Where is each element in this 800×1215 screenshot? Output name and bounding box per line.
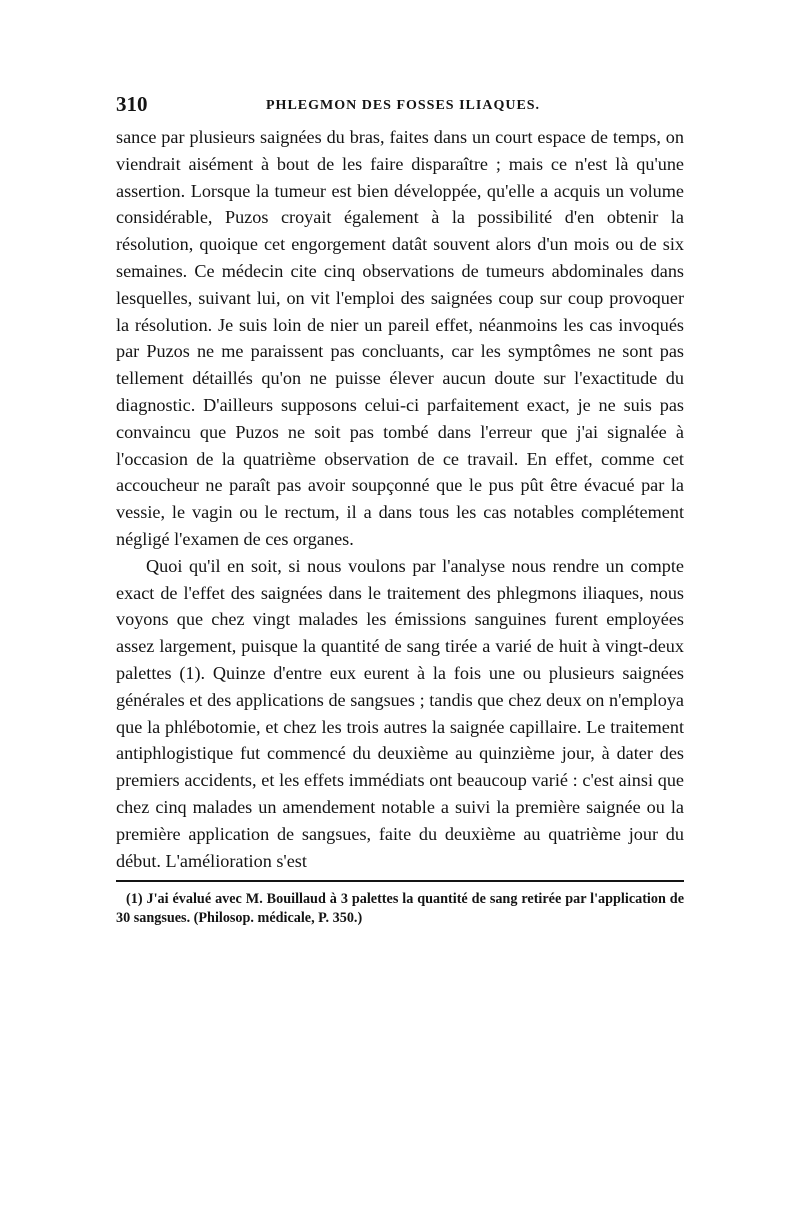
running-title: PHLEGMON DES FOSSES ILIAQUES. bbox=[266, 98, 541, 113]
footnote-divider bbox=[116, 880, 684, 882]
page-header bbox=[116, 92, 684, 122]
page-number: 310 bbox=[116, 92, 148, 116]
paragraph: Quoi qu'il en soit, si nous voulons par l'analyse nous rendre un compte exact de l'effet des saignées dans le traitement des phlegmons iliaques, nous voyons que chez vingt malades les émissions sanguines furent employées assez largement, puisque la quantité de sang tirée a varié de huit à vingt-deux palettes (1). Quinze d'entre eux eurent à la fois une ou plusieurs saignées générales et des applications de sangsues ; tandis que chez deux on n'employa que la phlébotomie, et chez les trois autres la saignée capillaire. Le traitement antiphlogistique fut commencé du deuxième au quinzième jour, à dater des premiers accidents, et les effets immédiats ont beaucoup varié : c'est ainsi que chez cinq malades un amendement notable a suivi la première saignée ou la première application de sangsues, faite du deuxième au quatrième jour du début. L'amélioration s'est bbox=[116, 555, 684, 871]
paragraph-continued: sance par plusieurs saignées du bras, faites dans un court espace de temps, on viendrait aisément à bout de les faire disparaître ; mais ce n'est là qu'une assertion. Lorsque la tumeur est bien développée, qu'elle a acquis un volume considérable, Puzos croyait également à la possibilité d'en obtenir la résolution, quoique cet engorgement datât souvent alors d'un mois ou de six semaines. Ce médecin cite cinq observations de tumeurs abdominales dans lesquelles, suivant lui, on vit l'emploi des saignées coup sur coup provoquer la résolution. Je suis loin de nier un pareil effet, néanmoins les cas invoqués par Puzos ne me paraissent pas concluants, car les symptômes ne sont pas tellement détaillés qu'on ne puisse élever aucun doute sur l'exactitude du diagnostic. D'ailleurs supposons celui-ci parfaitement exact, je ne suis pas convaincu que Puzos ne soit pas tombé dans l'erreur que j'ai signalée à l'occasion de la quatrième observation de ce travail. En effet, comme cet accoucheur ne paraît pas avoir soupçonné que le pus pût être évacué par la vessie, le vagin ou le rectum, il a dans tous les cas notables complétement négligé l'examen de ces organes. bbox=[116, 127, 684, 549]
book-page bbox=[116, 92, 684, 928]
body-text bbox=[116, 124, 684, 874]
footnote: (1) J'ai évalué avec M. Bouillaud à 3 palettes la quantité de sang retirée par l'application de 30 sangsues. (Philosop. médicale, P. 350.) bbox=[116, 891, 684, 927]
